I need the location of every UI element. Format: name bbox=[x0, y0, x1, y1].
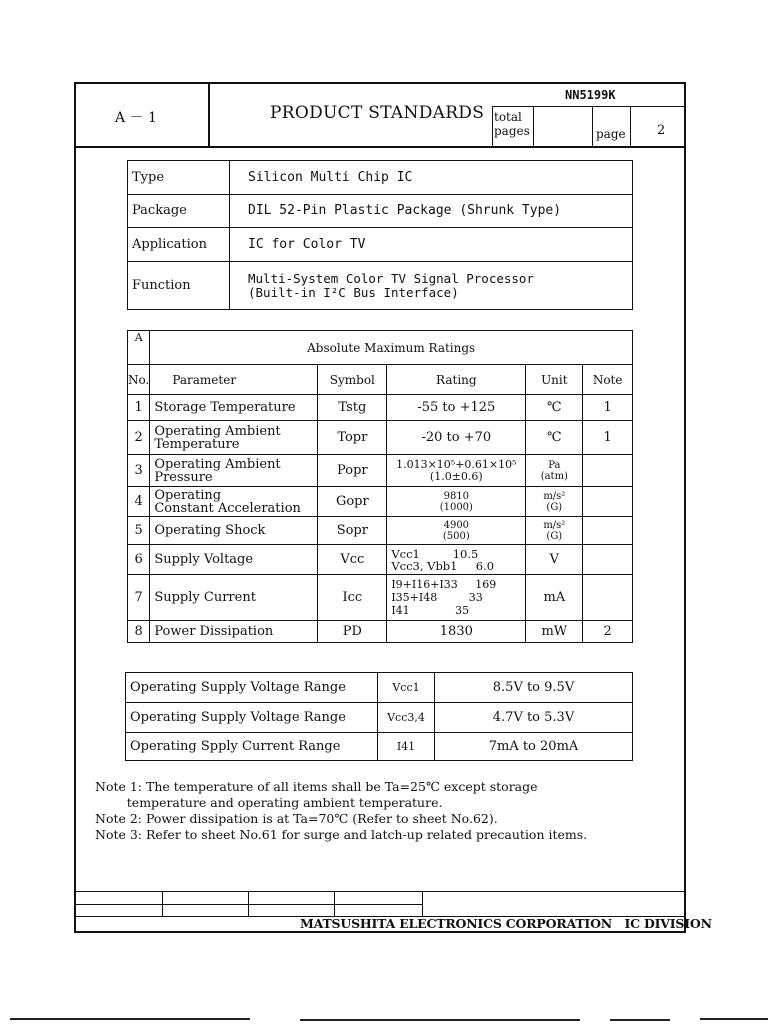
ratings-header-row bbox=[128, 365, 633, 395]
cell-parameter: Storage Temperature bbox=[150, 395, 318, 421]
col-header: Note bbox=[583, 365, 633, 395]
page-number: 2 bbox=[657, 123, 666, 138]
cell-parameter: Operating Ambient Temperature bbox=[150, 421, 318, 455]
footer-cell-divider bbox=[422, 891, 423, 916]
cell-symbol: Vcc bbox=[318, 545, 387, 575]
note-line: Note 3: Refer to sheet No.61 for surge and latch-up related precaution items. bbox=[95, 827, 588, 842]
cell-rating: 4900 (500) bbox=[387, 517, 526, 545]
ranges-table bbox=[125, 672, 633, 761]
ratings-table bbox=[127, 330, 633, 643]
info-label: Type bbox=[128, 161, 230, 195]
cell-note: 2 bbox=[583, 621, 633, 643]
range-value: 7mA to 20mA bbox=[435, 733, 633, 761]
footer-cell-divider bbox=[248, 891, 249, 916]
cell-parameter: Supply Voltage bbox=[150, 545, 318, 575]
cell-no: 5 bbox=[128, 517, 150, 545]
total-pages-label: total pages bbox=[494, 110, 530, 138]
info-value: IC for Color TV bbox=[230, 228, 633, 262]
cell-unit: m/s² (G) bbox=[526, 487, 583, 517]
table-row bbox=[128, 545, 633, 575]
cell-no: 1 bbox=[128, 395, 150, 421]
table-row bbox=[128, 575, 633, 621]
header-divider-1 bbox=[208, 82, 210, 146]
table-row bbox=[126, 703, 633, 733]
cell-rating: Vcc1 10.5 Vcc3, Vbb1 6.0 bbox=[387, 545, 526, 575]
note-line: temperature and operating ambient temperature. bbox=[95, 795, 443, 810]
info-label: Application bbox=[128, 228, 230, 262]
cell-rating: 1.013×10⁵+0.61×10⁵ (1.0±0.6) bbox=[387, 455, 526, 487]
info-label: Package bbox=[128, 195, 230, 228]
header-divider-bottom bbox=[74, 146, 686, 148]
cell-symbol: Popr bbox=[318, 455, 387, 487]
cell-no: 8 bbox=[128, 621, 150, 643]
header-divider-2 bbox=[492, 106, 493, 146]
cell-unit: mA bbox=[526, 575, 583, 621]
cell-parameter: Operating Ambient Pressure bbox=[150, 455, 318, 487]
col-header: Parameter bbox=[150, 365, 318, 395]
cell-rating: I9+I16+I33 169 I35+I48 33 I41 35 bbox=[387, 575, 526, 621]
info-table bbox=[127, 160, 633, 310]
info-row bbox=[128, 262, 633, 310]
info-label: Function bbox=[128, 262, 230, 310]
cell-rating: -55 to +125 bbox=[387, 395, 526, 421]
scan-edge-line bbox=[610, 1019, 670, 1021]
note-line: Note 1: The temperature of all items shall be Ta=25℃ except storage bbox=[95, 779, 538, 794]
range-symbol: I41 bbox=[378, 733, 435, 761]
cell-unit: mW bbox=[526, 621, 583, 643]
cell-note: 1 bbox=[583, 395, 633, 421]
table-row bbox=[128, 517, 633, 545]
col-header: No. bbox=[128, 365, 150, 395]
table-row bbox=[128, 421, 633, 455]
cell-note bbox=[583, 575, 633, 621]
ratings-title: Absolute Maximum Ratings bbox=[150, 331, 633, 365]
ratings-corner: A bbox=[128, 331, 150, 365]
cell-rating: -20 to +70 bbox=[387, 421, 526, 455]
cell-note bbox=[583, 455, 633, 487]
cell-unit: ℃ bbox=[526, 421, 583, 455]
table-row bbox=[126, 733, 633, 761]
cell-note bbox=[583, 487, 633, 517]
header-divider-5 bbox=[592, 106, 593, 146]
footer-cell-divider bbox=[162, 891, 163, 916]
page-label: page bbox=[596, 127, 626, 141]
cell-rating: 9810 (1000) bbox=[387, 487, 526, 517]
cell-unit: V bbox=[526, 545, 583, 575]
scan-edge-line bbox=[700, 1018, 768, 1020]
header-divider-6 bbox=[630, 106, 631, 146]
cell-parameter: Supply Current bbox=[150, 575, 318, 621]
cell-symbol: Icc bbox=[318, 575, 387, 621]
note-line: Note 2: Power dissipation is at Ta=70℃ (Refer to sheet No.62). bbox=[95, 811, 498, 826]
cell-no: 3 bbox=[128, 455, 150, 487]
cell-no: 6 bbox=[128, 545, 150, 575]
cell-note: 1 bbox=[583, 421, 633, 455]
cell-no: 4 bbox=[128, 487, 150, 517]
footer-rule-top bbox=[74, 891, 686, 892]
table-row bbox=[128, 621, 633, 643]
header-divider-3 bbox=[492, 106, 686, 107]
cell-no: 7 bbox=[128, 575, 150, 621]
cell-symbol: Sopr bbox=[318, 517, 387, 545]
range-value: 4.7V to 5.3V bbox=[435, 703, 633, 733]
table-row bbox=[128, 487, 633, 517]
part-number: NN5199K bbox=[565, 88, 616, 102]
cell-symbol: Tstg bbox=[318, 395, 387, 421]
cell-note bbox=[583, 545, 633, 575]
info-value: DIL 52-Pin Plastic Package (Shrunk Type) bbox=[230, 195, 633, 228]
table-row bbox=[128, 395, 633, 421]
header-divider-4 bbox=[533, 106, 534, 146]
footer-cell-divider bbox=[334, 891, 335, 916]
cell-unit: Pa (atm) bbox=[526, 455, 583, 487]
cell-symbol: Topr bbox=[318, 421, 387, 455]
col-header: Symbol bbox=[318, 365, 387, 395]
info-value: Multi-System Color TV Signal Processor (Built-in I²C Bus Interface) bbox=[230, 262, 633, 310]
info-value: Silicon Multi Chip IC bbox=[230, 161, 633, 195]
cell-symbol: Gopr bbox=[318, 487, 387, 517]
cell-parameter: Operating Shock bbox=[150, 517, 318, 545]
range-label: Operating Supply Voltage Range bbox=[126, 673, 378, 703]
page-title: PRODUCT STANDARDS bbox=[270, 103, 485, 123]
range-symbol: Vcc3,4 bbox=[378, 703, 435, 733]
cell-unit: ℃ bbox=[526, 395, 583, 421]
col-header: Unit bbox=[526, 365, 583, 395]
info-row bbox=[128, 228, 633, 262]
cell-unit: m/s² (G) bbox=[526, 517, 583, 545]
info-row bbox=[128, 195, 633, 228]
scan-edge-line bbox=[10, 1018, 250, 1020]
footer-company: MATSUSHITA ELECTRONICS CORPORATION IC DIVISION bbox=[300, 916, 712, 931]
range-value: 8.5V to 9.5V bbox=[435, 673, 633, 703]
cell-parameter: Power Dissipation bbox=[150, 621, 318, 643]
cell-note bbox=[583, 517, 633, 545]
cell-parameter: Operating Constant Acceleration bbox=[150, 487, 318, 517]
range-symbol: Vcc1 bbox=[378, 673, 435, 703]
table-row bbox=[126, 673, 633, 703]
range-label: Operating Supply Voltage Range bbox=[126, 703, 378, 733]
range-label: Operating Spply Current Range bbox=[126, 733, 378, 761]
col-header: Rating bbox=[387, 365, 526, 395]
cell-symbol: PD bbox=[318, 621, 387, 643]
sheet-id: A － 1 bbox=[115, 110, 157, 126]
ratings-title-row bbox=[128, 331, 633, 365]
table-row bbox=[128, 455, 633, 487]
info-row bbox=[128, 161, 633, 195]
cell-rating: 1830 bbox=[387, 621, 526, 643]
cell-no: 2 bbox=[128, 421, 150, 455]
scan-edge-line bbox=[300, 1019, 580, 1021]
